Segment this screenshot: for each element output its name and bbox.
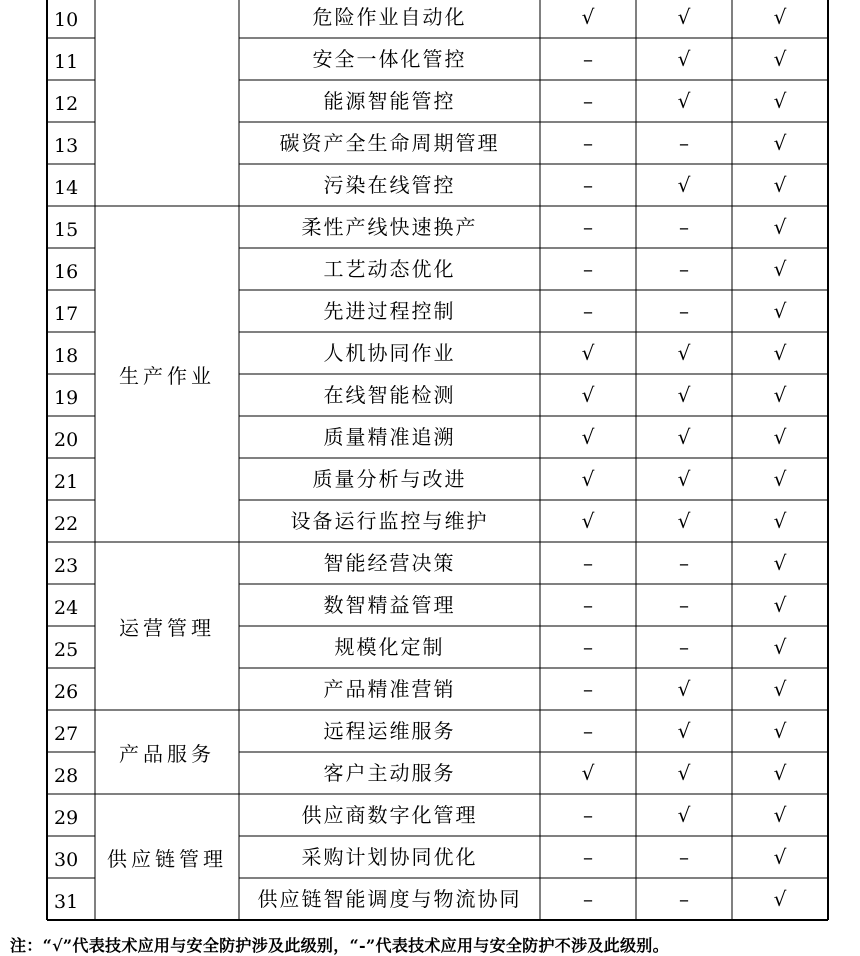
level-1-mark: √	[581, 5, 595, 29]
capability-name: 数智精益管理	[323, 592, 456, 617]
level-2-mark: √	[677, 761, 691, 785]
level-2-mark: –	[679, 845, 689, 869]
capability-name: 危险作业自动化	[312, 4, 467, 29]
capability-name: 人机协同作业	[323, 340, 456, 365]
category-label: 生产作业	[119, 363, 215, 388]
level-1-mark: √	[581, 383, 595, 407]
level-1-mark: √	[581, 341, 595, 365]
capability-name: 能源智能管控	[323, 88, 456, 113]
level-2-mark: –	[679, 299, 689, 323]
category-label: 运营管理	[119, 615, 215, 640]
row-number: 31	[54, 891, 79, 913]
capability-name: 规模化定制	[334, 634, 445, 659]
level-1-mark: –	[583, 593, 593, 617]
capability-name: 远程运维服务	[323, 718, 456, 743]
capability-name: 在线智能检测	[323, 382, 456, 407]
level-1-mark: –	[583, 257, 593, 281]
level-1-mark: –	[583, 635, 593, 659]
capability-name: 柔性产线快速换产	[301, 214, 478, 239]
level-2-mark: √	[677, 47, 691, 71]
row-number: 28	[54, 765, 79, 787]
capability-name: 碳资产全生命周期管理	[279, 130, 500, 155]
level-2-mark: –	[679, 593, 689, 617]
level-3-mark: √	[773, 5, 787, 29]
level-2-mark: √	[677, 425, 691, 449]
capability-name: 质量分析与改进	[312, 466, 467, 491]
capability-name: 供应商数字化管理	[301, 802, 478, 827]
capability-name: 客户主动服务	[323, 760, 456, 785]
level-3-mark: √	[773, 509, 787, 533]
row-number: 30	[54, 849, 79, 871]
level-3-mark: √	[773, 341, 787, 365]
level-2-mark: √	[677, 803, 691, 827]
level-3-mark: √	[773, 635, 787, 659]
level-3-mark: √	[773, 383, 787, 407]
level-2-mark: –	[679, 551, 689, 575]
category-label: 供应链管理	[107, 846, 227, 871]
level-2-mark: √	[677, 677, 691, 701]
level-1-mark: –	[583, 215, 593, 239]
level-3-mark: √	[773, 551, 787, 575]
row-number: 27	[54, 723, 79, 745]
capability-name: 质量精准追溯	[323, 424, 456, 449]
row-number: 20	[54, 429, 79, 451]
row-number: 10	[54, 9, 79, 31]
capability-name: 智能经营决策	[323, 550, 456, 575]
row-number: 29	[54, 807, 79, 829]
row-number: 22	[54, 513, 79, 535]
level-3-mark: √	[773, 425, 787, 449]
level-3-mark: √	[773, 215, 787, 239]
level-3-mark: √	[773, 677, 787, 701]
level-3-mark: √	[773, 761, 787, 785]
row-number: 13	[54, 135, 79, 157]
level-2-mark: √	[677, 719, 691, 743]
level-2-mark: √	[677, 467, 691, 491]
level-1-mark: √	[581, 761, 595, 785]
level-1-mark: √	[581, 425, 595, 449]
level-1-mark: –	[583, 677, 593, 701]
level-1-mark: –	[583, 89, 593, 113]
row-number: 19	[54, 387, 79, 409]
capability-name: 采购计划协同优化	[301, 844, 478, 869]
capability-name: 先进过程控制	[323, 298, 456, 323]
capability-name: 设备运行监控与维护	[290, 508, 489, 533]
row-number: 23	[54, 555, 79, 577]
capability-name: 污染在线管控	[323, 172, 456, 197]
level-1-mark: –	[583, 47, 593, 71]
row-number: 26	[54, 681, 79, 703]
level-1-mark: –	[583, 845, 593, 869]
level-2-mark: –	[679, 131, 689, 155]
row-number: 17	[54, 303, 79, 325]
level-1-mark: √	[581, 467, 595, 491]
level-2-mark: –	[679, 215, 689, 239]
level-1-mark: –	[583, 131, 593, 155]
row-number: 24	[54, 597, 79, 619]
row-number: 12	[54, 93, 79, 115]
level-1-mark: –	[583, 887, 593, 911]
level-2-mark: √	[677, 5, 691, 29]
level-3-mark: √	[773, 467, 787, 491]
level-3-mark: √	[773, 131, 787, 155]
row-number: 16	[54, 261, 79, 283]
capability-name: 产品精准营销	[323, 676, 456, 701]
category-label: 产品服务	[119, 741, 215, 766]
row-number: 21	[54, 471, 79, 493]
row-number: 15	[54, 219, 79, 241]
level-3-mark: √	[773, 299, 787, 323]
row-number: 14	[54, 177, 79, 199]
row-number: 18	[54, 345, 79, 367]
level-2-mark: –	[679, 887, 689, 911]
row-number: 25	[54, 639, 79, 661]
level-1-mark: –	[583, 299, 593, 323]
level-3-mark: √	[773, 719, 787, 743]
capability-name: 工艺动态优化	[323, 256, 456, 281]
level-3-mark: √	[773, 89, 787, 113]
level-3-mark: √	[773, 173, 787, 197]
level-3-mark: √	[773, 887, 787, 911]
capability-name: 供应链智能调度与物流协同	[257, 886, 522, 911]
level-3-mark: √	[773, 47, 787, 71]
level-3-mark: √	[773, 803, 787, 827]
level-2-mark: –	[679, 257, 689, 281]
level-3-mark: √	[773, 257, 787, 281]
row-number: 11	[54, 51, 79, 73]
level-2-mark: –	[679, 635, 689, 659]
level-3-mark: √	[773, 593, 787, 617]
level-1-mark: –	[583, 719, 593, 743]
level-1-mark: –	[583, 803, 593, 827]
level-2-mark: √	[677, 383, 691, 407]
capability-name: 安全一体化管控	[312, 46, 467, 71]
level-1-mark: √	[581, 509, 595, 533]
level-1-mark: –	[583, 551, 593, 575]
table-footnote: 注：“√”代表技术应用与安全防护涉及此级别，“-”代表技术应用与安全防护不涉及此级别。	[10, 936, 669, 955]
level-2-mark: √	[677, 173, 691, 197]
level-1-mark: –	[583, 173, 593, 197]
level-2-mark: √	[677, 341, 691, 365]
level-2-mark: √	[677, 509, 691, 533]
level-2-mark: √	[677, 89, 691, 113]
level-3-mark: √	[773, 845, 787, 869]
